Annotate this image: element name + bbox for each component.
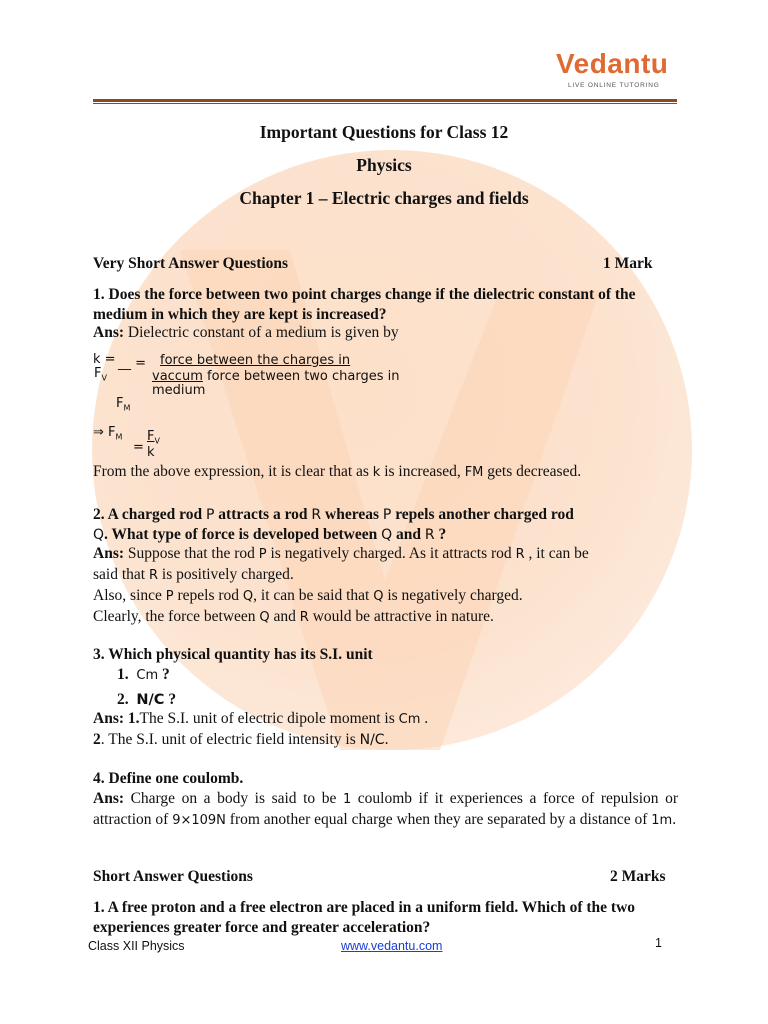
eq2-fv: $F_V$	[147, 429, 160, 446]
eq-k: k =	[93, 352, 116, 367]
eq-denominator: vaccum force between two charges in	[152, 369, 400, 384]
question-3: 3. Which physical quantity has its S.I. unit	[93, 646, 373, 663]
logo-tagline: LIVE ONLINE TUTORING	[568, 82, 660, 89]
question-3-option-1: 1. Cm ?	[117, 666, 170, 683]
page-number: 1	[655, 936, 662, 950]
question-2: 2. A charged rod P attracts a rod R whereas P repels another charged rod Q. What type of force is developed between Q and R ?	[93, 506, 574, 543]
doc-title: Important Questions for Class 12	[259, 122, 509, 142]
header-rule	[93, 99, 677, 102]
answer-3: Ans: 1.The S.I. unit of electric dipole moment is Cm . 2. The S.I. unit of electric field intensity is N/C.	[93, 710, 429, 748]
section-heading: Very Short Answer Questions	[93, 255, 289, 272]
doc-chapter: Chapter 1 – Electric charges and fields	[239, 188, 529, 208]
answer-1-conclusion: From the above expression, it is clear that as k is increased, FM gets decreased.	[93, 463, 582, 480]
eq-fm: $F_M$	[116, 396, 131, 413]
question-1: 1. Does the force between two point charges change if the dielectric constant of the medium in which they are kept is increased?	[93, 286, 636, 323]
eq-fv: $F_V$	[94, 366, 107, 383]
eq-dash: __ =	[118, 356, 147, 371]
question-4: 4. Define one coulomb.	[93, 770, 244, 787]
answer-1-intro: Ans: Dielectric constant of a medium is given by	[93, 324, 399, 341]
eq2-k: k	[147, 445, 155, 460]
doc-subject: Physics	[356, 155, 412, 175]
question-3-option-2: 2. N/C ?	[117, 691, 177, 708]
eq-denominator-line2: medium	[152, 383, 206, 398]
short-question-1: 1. A free proton and a free electron are placed in a uniform field. Which of the two experiences greater force and greater acceleration?	[93, 899, 636, 936]
footer-link[interactable]: www.vedantu.com	[341, 939, 443, 953]
answer-4: Ans: Charge on a body is said to be 1 coulomb if it experiences a force of repulsion or attraction of 9×109N from another equal charge when they are separated by a distance of 1m.	[93, 790, 678, 828]
header-rule-thin	[93, 103, 677, 104]
eq2-lhs: ⇒ $F_M$	[93, 425, 123, 442]
section-marks: 1 Mark	[603, 255, 653, 272]
ans-label: Ans:	[93, 324, 125, 341]
footer-class: Class XII Physics	[88, 939, 185, 953]
logo-text: Vedantu	[556, 48, 669, 79]
eq2-equals: =	[133, 440, 144, 455]
vedantu-logo[interactable]	[556, 48, 668, 80]
section-marks-2: 2 Marks	[610, 868, 666, 885]
answer-2: Ans: Suppose that the rod P is negatively charged. As it attracts rod R , it can be said that R is positively charged. Also, since P repels rod Q, it can be said that Q is negatively charged. Clearly, the force between Q and R would be attractive in nature.	[93, 545, 589, 625]
eq-numerator: force between the charges in	[160, 353, 351, 368]
section-heading-2: Short Answer Questions	[93, 868, 253, 885]
